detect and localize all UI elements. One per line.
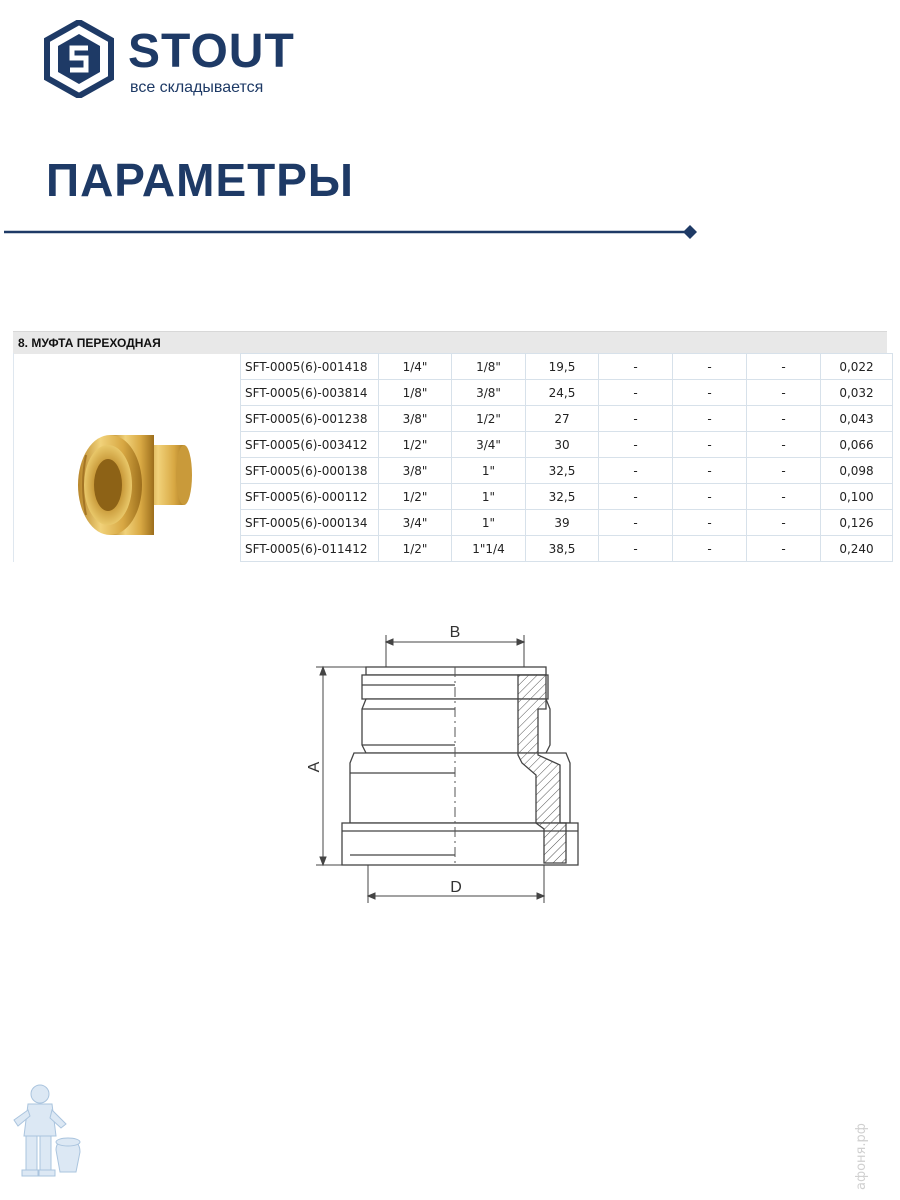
table-row — [241, 484, 893, 510]
product-photo — [72, 425, 202, 545]
table-cell: 0,100 — [821, 484, 893, 510]
article-code-cell: SFT-0005(6)-001418 — [241, 354, 379, 380]
table-cell: 0,022 — [821, 354, 893, 380]
table-cell: - — [599, 406, 673, 432]
table-cell: 3/8" — [379, 406, 452, 432]
table-cell: - — [747, 380, 821, 406]
table-cell: 1/4" — [379, 354, 452, 380]
dimension-d-label: D — [450, 879, 462, 896]
table-cell: - — [673, 354, 747, 380]
table-cell: - — [673, 536, 747, 562]
article-code-cell: SFT-0005(6)-003412 — [241, 432, 379, 458]
table-cell: 39 — [526, 510, 599, 536]
table-cell: - — [599, 510, 673, 536]
table-cell: 1/2" — [452, 406, 526, 432]
product-photo-cell — [13, 353, 241, 562]
table-cell: 32,5 — [526, 458, 599, 484]
section-title: 8. МУФТА ПЕРЕХОДНАЯ — [18, 336, 161, 350]
table-cell: 1/8" — [379, 380, 452, 406]
table-row — [241, 380, 893, 406]
table-cell: 0,098 — [821, 458, 893, 484]
table-cell: 0,126 — [821, 510, 893, 536]
table-cell: - — [673, 510, 747, 536]
table-cell: 0,240 — [821, 536, 893, 562]
article-code-cell: SFT-0005(6)-000134 — [241, 510, 379, 536]
brand-name: STOUT — [128, 25, 295, 78]
table-cell: - — [747, 354, 821, 380]
table-row — [241, 458, 893, 484]
table-cell: 3/8" — [452, 380, 526, 406]
table-cell: - — [747, 536, 821, 562]
table-cell: - — [599, 380, 673, 406]
table-cell: 0,066 — [821, 432, 893, 458]
article-code-cell: SFT-0005(6)-003814 — [241, 380, 379, 406]
table-cell: - — [747, 510, 821, 536]
table-cell: - — [599, 354, 673, 380]
table-row — [241, 406, 893, 432]
spec-table — [240, 353, 893, 562]
table-cell: 1" — [452, 484, 526, 510]
table-cell: - — [599, 432, 673, 458]
table-row — [241, 432, 893, 458]
watermark: афоня.рф — [854, 1123, 869, 1190]
table-cell: 3/4" — [379, 510, 452, 536]
table-cell: - — [673, 406, 747, 432]
table-cell: 1/2" — [379, 536, 452, 562]
table-cell: - — [599, 484, 673, 510]
section-header — [13, 331, 887, 354]
article-code-cell: SFT-0005(6)-000138 — [241, 458, 379, 484]
article-code-cell: SFT-0005(6)-011412 — [241, 536, 379, 562]
table-cell: - — [673, 484, 747, 510]
plumber-mascot-icon — [6, 1080, 86, 1190]
table-cell: 0,043 — [821, 406, 893, 432]
title-divider — [0, 222, 700, 242]
brand-slogan: все складывается — [130, 79, 264, 96]
table-cell: - — [673, 432, 747, 458]
table-cell: 1"1/4 — [452, 536, 526, 562]
table-cell: - — [673, 380, 747, 406]
table-cell: - — [673, 458, 747, 484]
stout-hexagon-icon — [44, 20, 114, 98]
dimension-a-label: A — [306, 761, 323, 773]
table-cell: 27 — [526, 406, 599, 432]
table-cell: 1/8" — [452, 354, 526, 380]
table-cell: 38,5 — [526, 536, 599, 562]
table-cell: 19,5 — [526, 354, 599, 380]
table-cell: 1" — [452, 510, 526, 536]
technical-drawing — [300, 615, 590, 915]
table-cell: - — [599, 536, 673, 562]
table-cell: 32,5 — [526, 484, 599, 510]
page-title: ПАРАМЕТРЫ — [46, 154, 354, 206]
table-cell: 1/2" — [379, 432, 452, 458]
table-cell: 0,032 — [821, 380, 893, 406]
table-cell: - — [747, 432, 821, 458]
table-row — [241, 510, 893, 536]
table-cell: 24,5 — [526, 380, 599, 406]
stout-logo — [44, 20, 295, 100]
table-cell: - — [599, 458, 673, 484]
table-cell: 1/2" — [379, 484, 452, 510]
table-cell: - — [747, 406, 821, 432]
table-cell: - — [747, 458, 821, 484]
table-cell: - — [747, 484, 821, 510]
table-row — [241, 354, 893, 380]
table-cell: 30 — [526, 432, 599, 458]
dimension-b-label: B — [449, 624, 461, 641]
table-cell: 1" — [452, 458, 526, 484]
article-code-cell: SFT-0005(6)-000112 — [241, 484, 379, 510]
article-code-cell: SFT-0005(6)-001238 — [241, 406, 379, 432]
table-cell: 3/4" — [452, 432, 526, 458]
table-row — [241, 536, 893, 562]
table-cell: 3/8" — [379, 458, 452, 484]
